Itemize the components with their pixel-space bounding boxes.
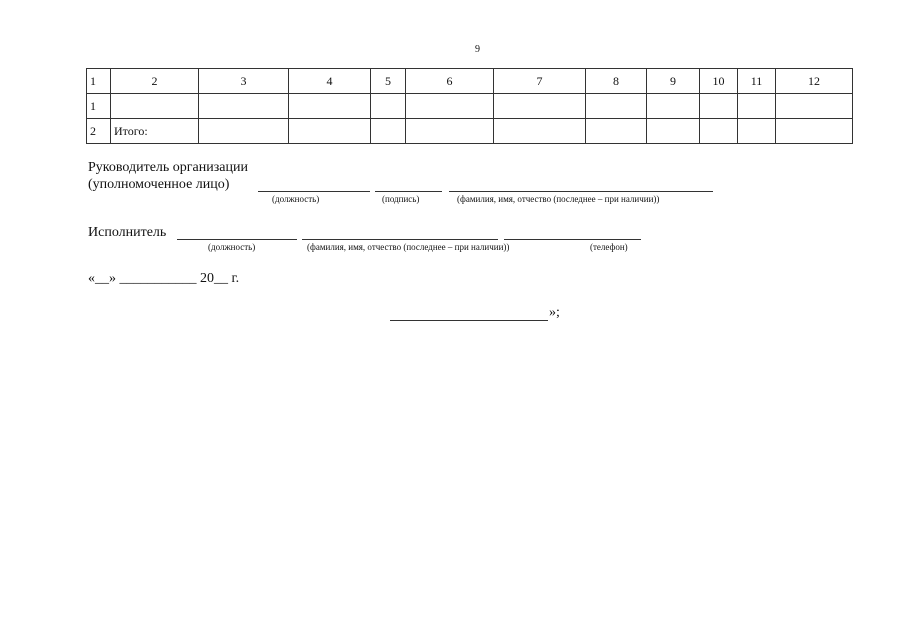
table-cell [111,94,199,119]
header-cell: 8 [586,69,647,94]
table-cell [776,94,853,119]
total-label-cell: Итого: [111,119,199,144]
table-cell: 1 [87,94,111,119]
table-cell [776,119,853,144]
head-position-caption: (должность) [272,194,320,204]
header-cell: 2 [111,69,199,94]
table-cell [647,94,700,119]
executor-position-line[interactable] [177,239,297,240]
table-cell [199,119,289,144]
executor-phone-caption: (телефон) [590,242,628,252]
closing-suffix: »; [549,305,560,320]
table-cell [289,119,371,144]
head-position-line[interactable] [258,191,370,192]
head-signature-line[interactable] [375,191,442,192]
header-cell: 12 [776,69,853,94]
executor-label: Исполнитель [88,225,167,240]
table-cell [371,94,406,119]
executor-position-caption: (должность) [208,242,256,252]
table-cell [700,94,738,119]
table-row-total [87,119,853,144]
header-cell: 3 [199,69,289,94]
table-cell: 2 [87,119,111,144]
header-cell: 4 [289,69,371,94]
table-cell [494,94,586,119]
table-header-row [87,69,853,94]
header-cell: 10 [700,69,738,94]
closing-blank-line[interactable] [390,320,548,321]
header-cell: 6 [406,69,494,94]
table-cell [647,119,700,144]
head-fullname-line[interactable] [449,191,713,192]
date-line[interactable]: «__» ___________ 20__ г. [88,271,240,286]
head-title-line1: Руководитель организации [88,160,248,175]
table-cell [371,119,406,144]
executor-fullname-line[interactable] [302,239,498,240]
table-cell [289,94,371,119]
head-fullname-caption: (фамилия, имя, отчество (последнее – при наличии)) [457,194,660,204]
header-cell: 9 [647,69,700,94]
table-row [87,94,853,119]
executor-fullname-caption: (фамилия, имя, отчество (последнее – при наличии)) [307,242,510,252]
table-cell [738,119,776,144]
head-signature-caption: (подпись) [382,194,420,204]
table-cell [738,94,776,119]
header-cell: 7 [494,69,586,94]
table-cell [406,94,494,119]
head-title-line2: (уполномоченное лицо) [88,177,230,192]
header-cell: 5 [371,69,406,94]
table-cell [494,119,586,144]
table-cell [406,119,494,144]
executor-phone-line[interactable] [504,239,641,240]
page-number: 9 [475,44,480,55]
table-cell [586,119,647,144]
table-cell [700,119,738,144]
header-cell: 1 [87,69,111,94]
header-cell: 11 [738,69,776,94]
table-cell [199,94,289,119]
table-cell [586,94,647,119]
report-table [86,68,853,144]
